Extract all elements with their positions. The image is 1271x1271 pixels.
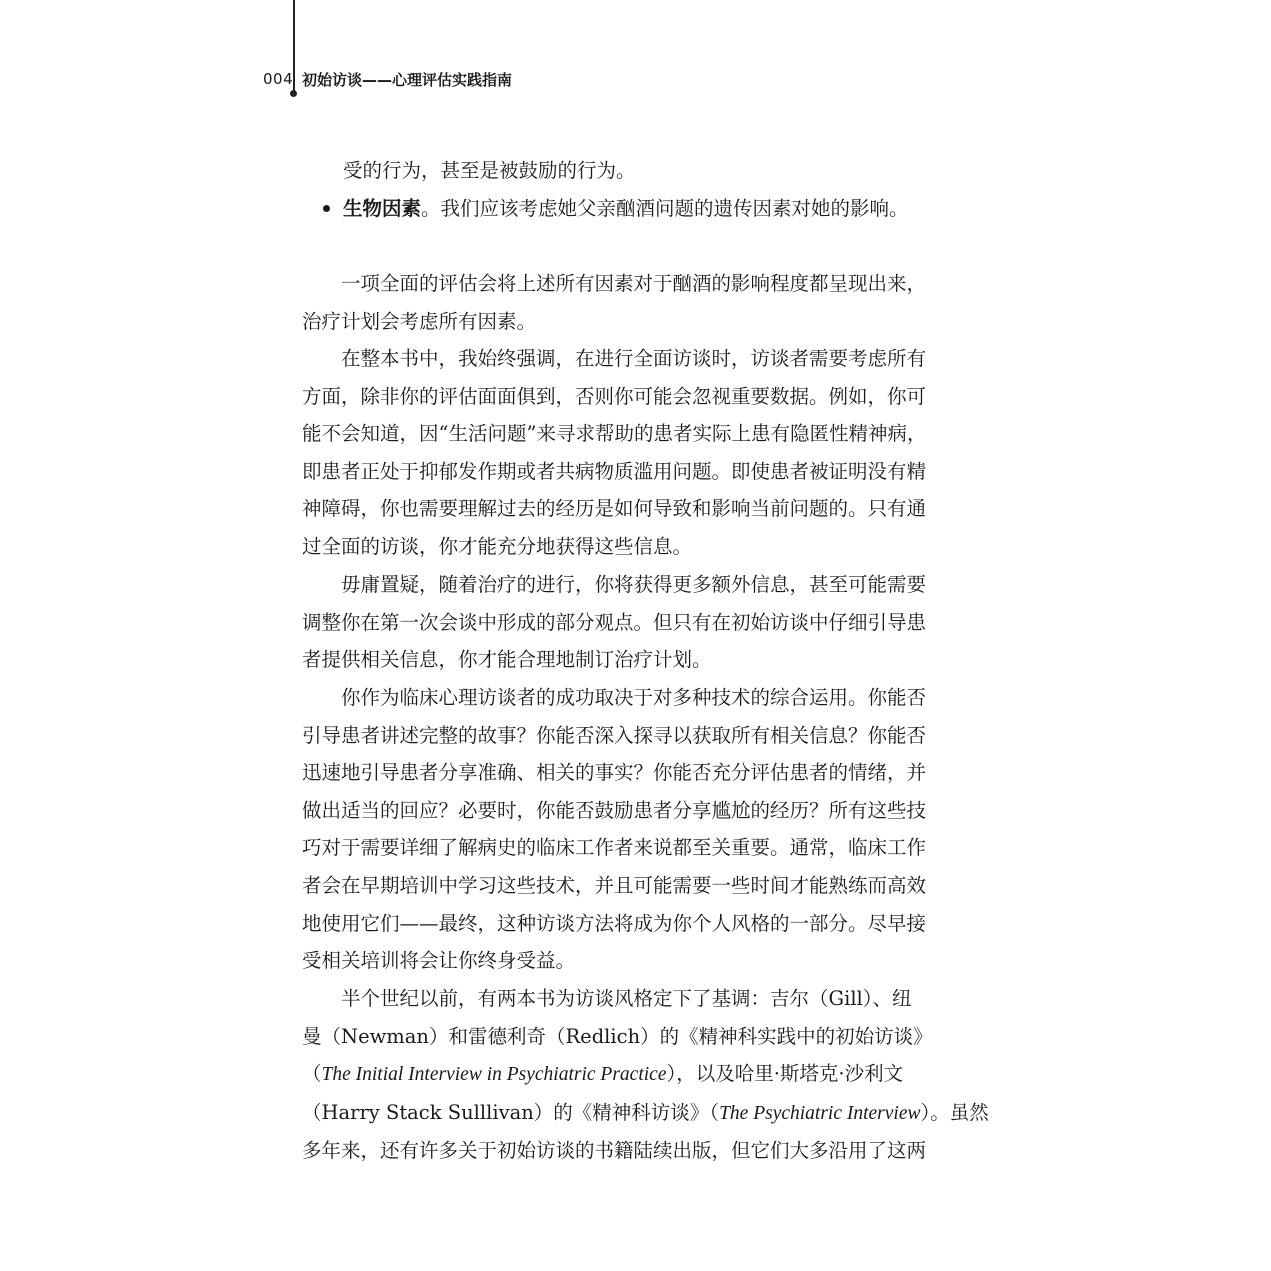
text-line: 在整本书中，我始终强调，在进行全面访谈时，访谈者需要考虑所有 (341, 347, 927, 370)
paragraph-2 (302, 340, 962, 566)
text-line: 巧对于需要详细了解病史的临床工作者来说都至关重要。通常，临床工作 (302, 836, 927, 860)
text-line: 多年来，还有许多关于初始访谈的书籍陆续出版，但它们大多沿用了这两 (302, 1139, 927, 1163)
header-dot (290, 90, 297, 97)
text-line: 迅速地引导患者分享准确、相关的事实？你能否充分评估患者的情绪，并 (302, 761, 927, 785)
text-line: 即患者正处于抑郁发作期或者共病物质滥用问题。即使患者被证明没有精 (302, 459, 927, 483)
text-line: 你作为临床心理访谈者的成功取决于对多种技术的综合运用。你能否 (341, 686, 927, 709)
text-line: 毋庸置疑，随着治疗的进行，你将获得更多额外信息，甚至可能需要 (341, 573, 927, 596)
paragraph-3 (302, 566, 962, 679)
continuation-text (343, 152, 963, 190)
text-line: 地使用它们——最终，这种访谈方法将成为你个人风格的一部分。尽早接 (302, 911, 927, 935)
book-title-italic: The Psychiatric Interview (719, 1102, 921, 1124)
text-line: 治疗计划会考虑所有因素。 (302, 309, 537, 333)
bullet-icon (323, 205, 330, 212)
text-line: 一项全面的评估会将上述所有因素对于酗酒的影响程度都呈现出来， (341, 272, 927, 295)
page-number: 004 (263, 70, 294, 88)
text-line: 神障碍，你也需要理解过去的经历是如何导致和影响当前问题的。只有通 (302, 497, 927, 521)
text-line: 者会在早期培训中学习这些技术，并且可能需要一些时间才能熟练而高效 (302, 873, 927, 897)
text-line: 过全面的访谈，你才能充分地获得这些信息。 (302, 534, 693, 558)
text-line: （Harry Stack Sulllivan）的《精神科访谈》（The Psychiatric Interview）。虽然 (302, 1100, 989, 1124)
text-line: 曼（Newman）和雷德利奇（Redlich）的《精神科实践中的初始访谈》 (302, 1024, 933, 1048)
text-line: （The Initial Interview in Psychiatric Practice），以及哈里·斯塔克·沙利文 (302, 1062, 904, 1086)
header-rule (293, 0, 295, 92)
text-line: 半个世纪以前，有两本书为访谈风格定下了基调：吉尔（Gill）、纽 (341, 987, 912, 1010)
text-line: 受的行为，甚至是被鼓励的行为。 (343, 159, 636, 182)
text-line: 能不会知道，因“生活问题”来寻求帮助的患者实际上患有隐匿性精神病， (302, 422, 927, 446)
text-line: 做出适当的回应？必要时，你能否鼓励患者分享尴尬的经历？所有这些技 (302, 798, 927, 822)
text-line: 方面，除非你的评估面面俱到，否则你可能会忽视重要数据。例如，你可 (302, 384, 927, 408)
paragraph-5 (302, 980, 989, 1170)
bullet-text: 。我们应该考虑她父亲酗酒问题的遗传因素对她的影响。 (421, 197, 909, 220)
bullet-item-biology (343, 190, 963, 228)
text-line: 引导患者讲述完整的故事？你能否深入探寻以获取所有相关信息？你能否 (302, 723, 927, 747)
bullet-term: 生物因素 (343, 197, 422, 220)
paragraph-4 (302, 679, 962, 980)
text-line: 者提供相关信息，你才能合理地制订治疗计划。 (302, 648, 712, 672)
paragraph-1 (302, 265, 962, 340)
text-line: 受相关培训将会让你终身受益。 (302, 949, 576, 973)
running-title: 初始访谈——心理评估实践指南 (302, 71, 513, 89)
book-title-italic: The Initial Interview in Psychiatric Practice (321, 1064, 667, 1086)
text-line: 调整你在第一次会谈中形成的部分观点。但只有在初始访谈中仔细引导患 (302, 610, 927, 634)
